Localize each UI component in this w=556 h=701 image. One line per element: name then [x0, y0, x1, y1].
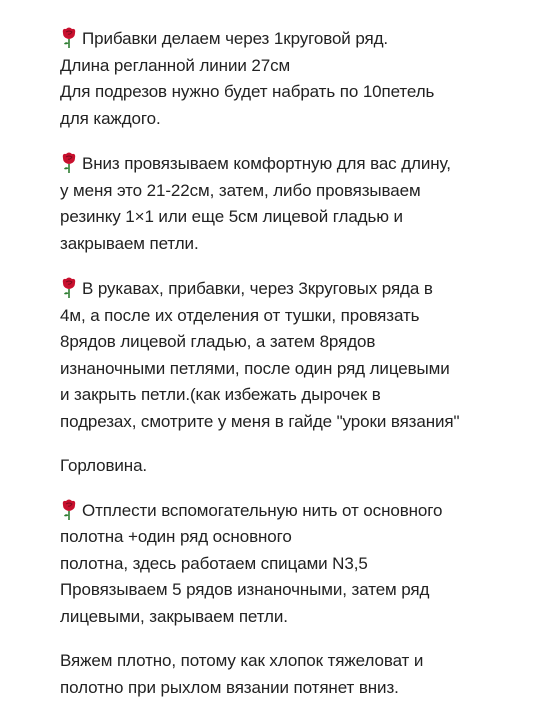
text-line: лицевыми, закрываем петли.: [60, 604, 516, 631]
text: В рукавах, прибавки, через 3круговых ряда в: [82, 279, 433, 298]
text: Вниз провязываем комфортную для вас длину,: [82, 154, 451, 173]
text-line: полотна, здесь работаем спицами N3,5: [60, 551, 516, 578]
section-neckline: [60, 498, 516, 631]
text-line: закрываем петли.: [60, 231, 516, 258]
text-line: [60, 498, 516, 525]
section-note: [60, 648, 516, 701]
text-line: Для подрезов нужно будет набрать по 10петель: [60, 79, 516, 106]
rose-icon: [60, 152, 78, 173]
text-line: подрезах, смотрите у меня в гайде "уроки вязания": [60, 409, 516, 436]
text-line: Провязываем 5 рядов изнаночными, затем ряд: [60, 577, 516, 604]
text-line: [60, 276, 516, 303]
rose-icon: [60, 499, 78, 520]
text-line: 4м, а после их отделения от тушки, провязать: [60, 303, 516, 330]
text-line: изнаночными петлями, после один ряд лицевыми: [60, 356, 516, 383]
rose-icon: [60, 27, 78, 48]
section-increases: [60, 26, 516, 132]
text-line: [60, 151, 516, 178]
section-neck-heading: [60, 453, 516, 480]
text-line: и закрыть петли.(как избежать дырочек в: [60, 382, 516, 409]
text-line: полотна +один ряд основного: [60, 524, 516, 551]
heading: Горловина.: [60, 453, 516, 480]
text-line: 8рядов лицевой гладью, а затем 8рядов: [60, 329, 516, 356]
text-line: полотно при рыхлом вязании потянет вниз.: [60, 675, 516, 701]
text-line: Длина регланной линии 27см: [60, 53, 516, 80]
rose-icon: [60, 277, 78, 298]
text: Отплести вспомогательную нить от основного: [82, 501, 442, 520]
text-line: [60, 26, 516, 53]
text: Прибавки делаем через 1круговой ряд.: [82, 29, 388, 48]
text-line: резинку 1×1 или еще 5см лицевой гладью и: [60, 204, 516, 231]
section-body-length: [60, 151, 516, 257]
section-sleeves: [60, 276, 516, 435]
text-line: у меня это 21-22см, затем, либо провязываем: [60, 178, 516, 205]
text-line: для каждого.: [60, 106, 516, 133]
text-line: Вяжем плотно, потому как хлопок тяжеловат и: [60, 648, 516, 675]
